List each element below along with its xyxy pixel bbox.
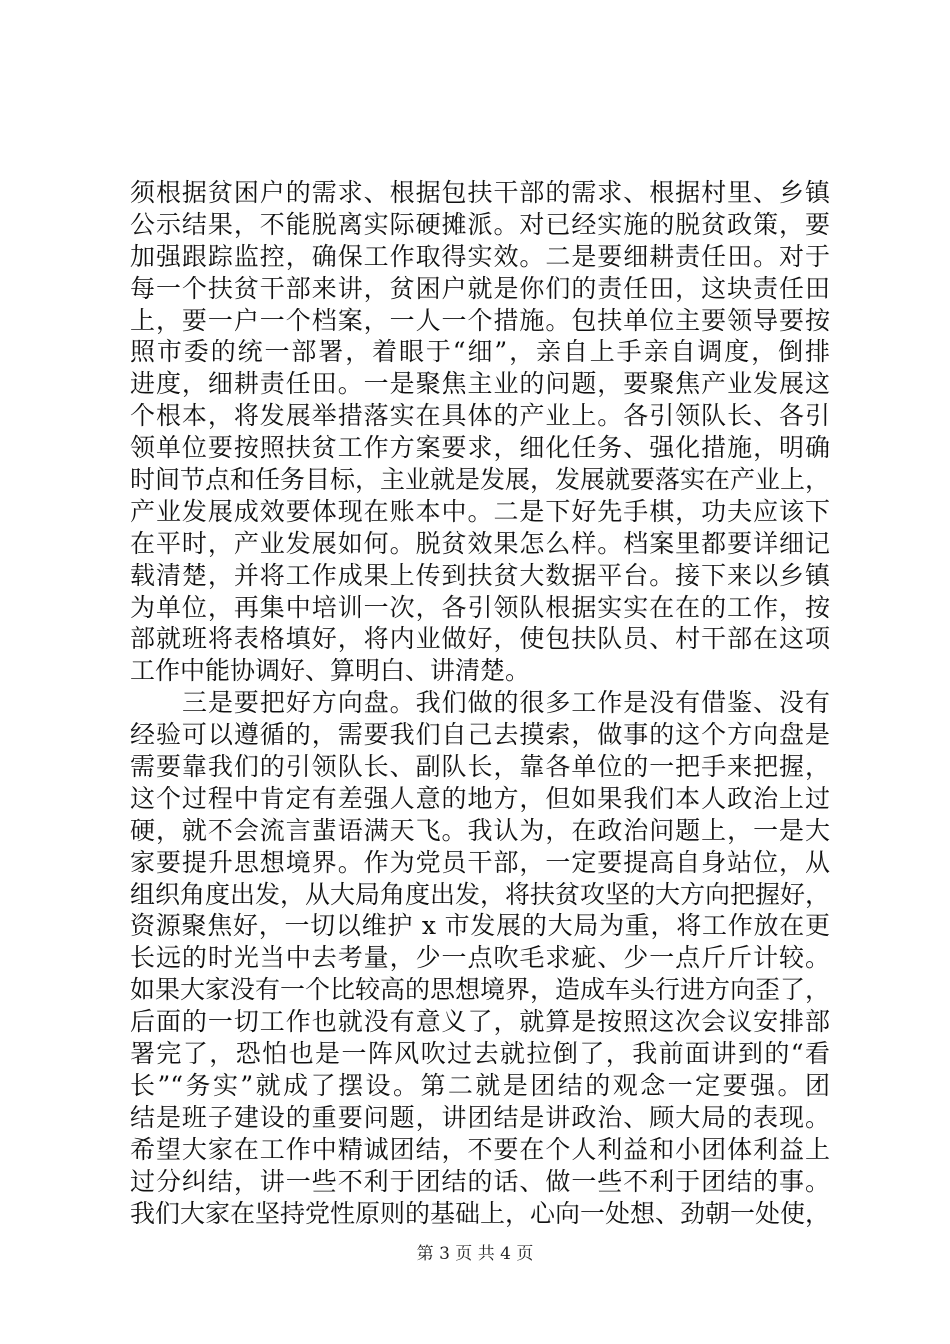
text-line: 需要靠我们的引领队长、副队长，靠各单位的一把手来把握，	[130, 752, 830, 782]
text-line: 希望大家在工作中精诚团结，不要在个人利益和小团体利益上	[130, 1134, 830, 1164]
text-line: 经验可以遵循的，需要我们自己去摸索，做事的这个方向盘是	[130, 720, 830, 750]
text-line: 署完了，恐怕也是一阵风吹过去就拉倒了，我前面讲到的“看	[130, 1039, 830, 1069]
text-line: 公示结果，不能脱离实际硬摊派。对已经实施的脱贫政策，要	[130, 209, 830, 239]
text-line: 组织角度出发，从大局角度出发，将扶贫攻坚的大方向把握好，	[130, 879, 830, 909]
text-line: 每一个扶贫干部来讲，贫困户就是你们的责任田，这块责任田	[130, 273, 830, 303]
text-line: 部就班将表格填好，将内业做好，使包扶队员、村干部在这项	[130, 624, 830, 654]
text-line: 照市委的统一部署，着眼于“细”，亲自上手亲自调度，倒排	[130, 337, 830, 367]
text-line: 产业发展成效要体现在账本中。二是下好先手棋，功夫应该下	[130, 496, 830, 526]
text-line: 时间节点和任务目标，主业就是发展，发展就要落实在产业上，	[130, 465, 830, 495]
text-line: 为单位，再集中培训一次，各引领队根据实实在在的工作，按	[130, 592, 830, 622]
text-line: 我们大家在坚持党性原则的基础上，心向一处想、劲朝一处使，	[130, 1198, 830, 1228]
text-line: 资源聚焦好，一切以维护 x 市发展的大局为重，将工作放在更	[130, 911, 830, 941]
text-line: 个根本，将发展举措落实在具体的产业上。各引领队长、各引	[130, 401, 830, 431]
text-line: 在平时，产业发展如何。脱贫效果怎么样。档案里都要详细记	[130, 528, 830, 558]
text-line: 硬，就不会流言蜚语满天飞。我认为，在政治问题上，一是大	[130, 815, 830, 845]
text-line: 结是班子建设的重要问题，讲团结是讲政治、顾大局的表现。	[130, 1102, 830, 1132]
text-line: 上，要一户一个档案，一人一个措施。包扶单位主要领导要按	[130, 305, 830, 335]
text-line: 须根据贫困户的需求、根据包扶干部的需求、根据村里、乡镇	[130, 178, 830, 207]
text-line: 加强跟踪监控，确保工作取得实效。二是要细耕责任田。对于	[130, 241, 830, 271]
body-text	[130, 177, 830, 1229]
text-line: 进度，细耕责任田。一是聚焦主业的问题，要聚焦产业发展这	[130, 369, 830, 399]
text-line: 长”“务实”就成了摆设。第二就是团结的观念一定要强。团	[130, 1070, 830, 1100]
text-line: 后面的一切工作也就没有意义了，就算是按照这次会议安排部	[130, 1007, 830, 1037]
text-line: 载清楚，并将工作成果上传到扶贫大数据平台。接下来以乡镇	[130, 560, 830, 590]
page-footer: 第 3 页 共 4 页	[416, 1244, 534, 1264]
text-line: 过分纠结，讲一些不利于团结的话、做一些不利于团结的事。	[130, 1166, 830, 1196]
paragraph-end-line: 工作中能协调好、算明白、讲清楚。	[130, 656, 531, 686]
text-line: 这个过程中肯定有差强人意的地方，但如果我们本人政治上过	[130, 783, 830, 813]
text-line: 家要提升思想境界。作为党员干部，一定要提高自身站位，从	[130, 847, 830, 877]
text-line: 长远的时光当中去考量，少一点吹毛求疵、少一点斤斤计较。	[130, 943, 830, 973]
text-line: 如果大家没有一个比较高的思想境界，造成车头行进方向歪了，	[130, 975, 830, 1005]
text-line: 领单位要按照扶贫工作方案要求，细化任务、强化措施，明确	[130, 433, 830, 463]
paragraph-first-line: 三是要把好方向盘。我们做的很多工作是没有借鉴、没有	[182, 688, 830, 718]
